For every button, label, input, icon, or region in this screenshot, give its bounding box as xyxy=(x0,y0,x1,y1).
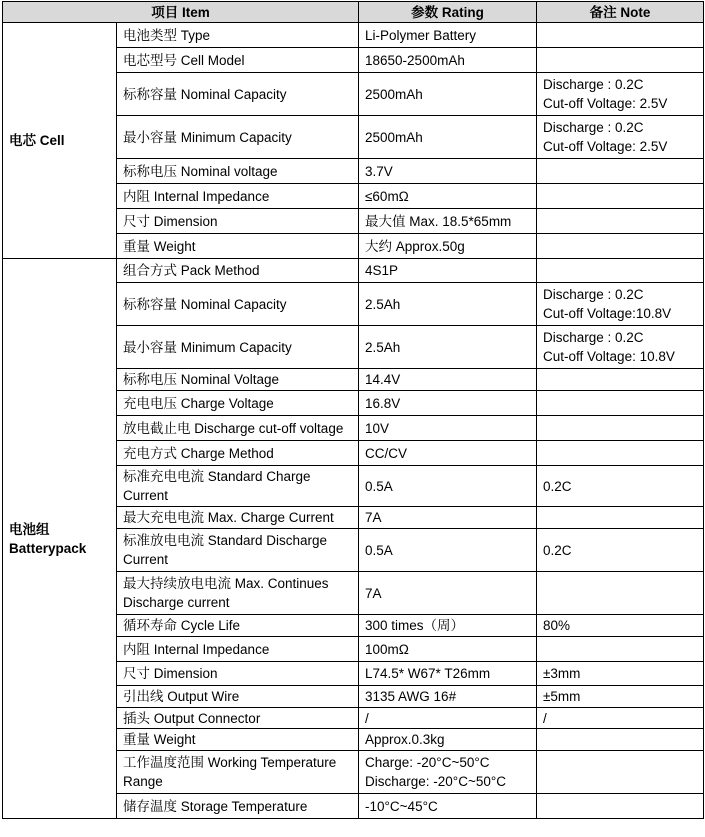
item-cell: 重量 Weight xyxy=(117,234,359,259)
item-cell: 储存温度 Storage Temperature xyxy=(117,794,359,819)
item-cell: 标准放电电流 Standard Discharge Current xyxy=(117,529,359,572)
note-cell: Discharge : 0.2C Cut-off Voltage: 2.5V xyxy=(537,73,704,116)
rating-cell: 18650-2500mAh xyxy=(359,48,537,73)
item-cell: 最小容量 Minimum Capacity xyxy=(117,326,359,369)
item-cell: 充电电压 Charge Voltage xyxy=(117,391,359,416)
rating-cell: ≤60mΩ xyxy=(359,184,537,209)
note-cell: Discharge : 0.2C Cut-off Voltage: 10.8V xyxy=(537,326,704,369)
group-label: 电池组 Batterypack xyxy=(3,259,117,819)
note-cell xyxy=(537,572,704,615)
note-cell xyxy=(537,209,704,234)
note-cell xyxy=(537,159,704,184)
item-cell: 内阻 Internal Impedance xyxy=(117,637,359,662)
note-cell xyxy=(537,48,704,73)
note-cell xyxy=(537,234,704,259)
rating-cell: Charge: -20°C~50°C Discharge: -20°C~50°C xyxy=(359,751,537,794)
rating-cell: 2.5Ah xyxy=(359,326,537,369)
header-rating: 参数 Rating xyxy=(359,2,537,23)
rating-cell: 10V xyxy=(359,416,537,441)
item-cell: 标称电压 Nominal voltage xyxy=(117,159,359,184)
rating-cell: 2500mAh xyxy=(359,73,537,116)
rating-cell: 2500mAh xyxy=(359,116,537,159)
rating-cell: CC/CV xyxy=(359,441,537,466)
item-cell: 引出线 Output Wire xyxy=(117,686,359,708)
note-cell xyxy=(537,416,704,441)
rating-cell: 16.8V xyxy=(359,391,537,416)
rating-cell: 最大值 Max. 18.5*65mm xyxy=(359,209,537,234)
note-cell xyxy=(537,23,704,48)
rating-cell: 100mΩ xyxy=(359,637,537,662)
note-cell xyxy=(537,507,704,529)
note-cell xyxy=(537,441,704,466)
rating-cell: -10°C~45°C xyxy=(359,794,537,819)
rating-cell: Approx.0.3kg xyxy=(359,729,537,751)
rating-cell: 7A xyxy=(359,572,537,615)
header-row xyxy=(3,2,704,23)
rating-cell: 大约 Approx.50g xyxy=(359,234,537,259)
note-cell: ±3mm xyxy=(537,662,704,686)
spec-body xyxy=(3,23,704,819)
note-cell xyxy=(537,729,704,751)
item-cell: 最大持续放电电流 Max. Continues Discharge current xyxy=(117,572,359,615)
rating-cell: L74.5* W67* T26mm xyxy=(359,662,537,686)
item-cell: 尺寸 Dimension xyxy=(117,209,359,234)
header-item: 项目 Item xyxy=(3,2,359,23)
rating-cell: 300 times（周） xyxy=(359,615,537,637)
item-cell: 工作温度范围 Working Temperature Range xyxy=(117,751,359,794)
item-cell: 标称电压 Nominal Voltage xyxy=(117,369,359,391)
note-cell xyxy=(537,259,704,283)
item-cell: 电池类型 Type xyxy=(117,23,359,48)
note-cell xyxy=(537,184,704,209)
table-row xyxy=(3,23,704,48)
header-note: 备注 Note xyxy=(537,2,704,23)
item-cell: 组合方式 Pack Method xyxy=(117,259,359,283)
note-cell: Discharge : 0.2C Cut-off Voltage:10.8V xyxy=(537,283,704,326)
rating-cell: 3135 AWG 16# xyxy=(359,686,537,708)
item-cell: 尺寸 Dimension xyxy=(117,662,359,686)
rating-cell: 0.5A xyxy=(359,529,537,572)
item-cell: 放电截止电 Discharge cut-off voltage xyxy=(117,416,359,441)
note-cell xyxy=(537,751,704,794)
note-cell xyxy=(537,794,704,819)
note-cell: ±5mm xyxy=(537,686,704,708)
note-cell xyxy=(537,369,704,391)
note-cell: 0.2C xyxy=(537,529,704,572)
item-cell: 插头 Output Connector xyxy=(117,708,359,729)
table-row xyxy=(3,259,704,283)
rating-cell: 2.5Ah xyxy=(359,283,537,326)
item-cell: 内阻 Internal Impedance xyxy=(117,184,359,209)
spec-table xyxy=(2,1,704,819)
item-cell: 循环寿命 Cycle Life xyxy=(117,615,359,637)
item-cell: 充电方式 Charge Method xyxy=(117,441,359,466)
item-cell: 标称容量 Nominal Capacity xyxy=(117,73,359,116)
note-cell: Discharge : 0.2C Cut-off Voltage: 2.5V xyxy=(537,116,704,159)
item-cell: 标准充电电流 Standard Charge Current xyxy=(117,466,359,507)
item-cell: 重量 Weight xyxy=(117,729,359,751)
note-cell xyxy=(537,391,704,416)
rating-cell: 14.4V xyxy=(359,369,537,391)
item-cell: 电芯型号 Cell Model xyxy=(117,48,359,73)
item-cell: 最大充电电流 Max. Charge Current xyxy=(117,507,359,529)
note-cell: / xyxy=(537,708,704,729)
note-cell xyxy=(537,637,704,662)
rating-cell: 4S1P xyxy=(359,259,537,283)
item-cell: 最小容量 Minimum Capacity xyxy=(117,116,359,159)
rating-cell: 0.5A xyxy=(359,466,537,507)
rating-cell: 7A xyxy=(359,507,537,529)
group-label: 电芯 Cell xyxy=(3,23,117,259)
note-cell: 80% xyxy=(537,615,704,637)
item-cell: 标称容量 Nominal Capacity xyxy=(117,283,359,326)
rating-cell: / xyxy=(359,708,537,729)
rating-cell: 3.7V xyxy=(359,159,537,184)
rating-cell: Li-Polymer Battery xyxy=(359,23,537,48)
note-cell: 0.2C xyxy=(537,466,704,507)
